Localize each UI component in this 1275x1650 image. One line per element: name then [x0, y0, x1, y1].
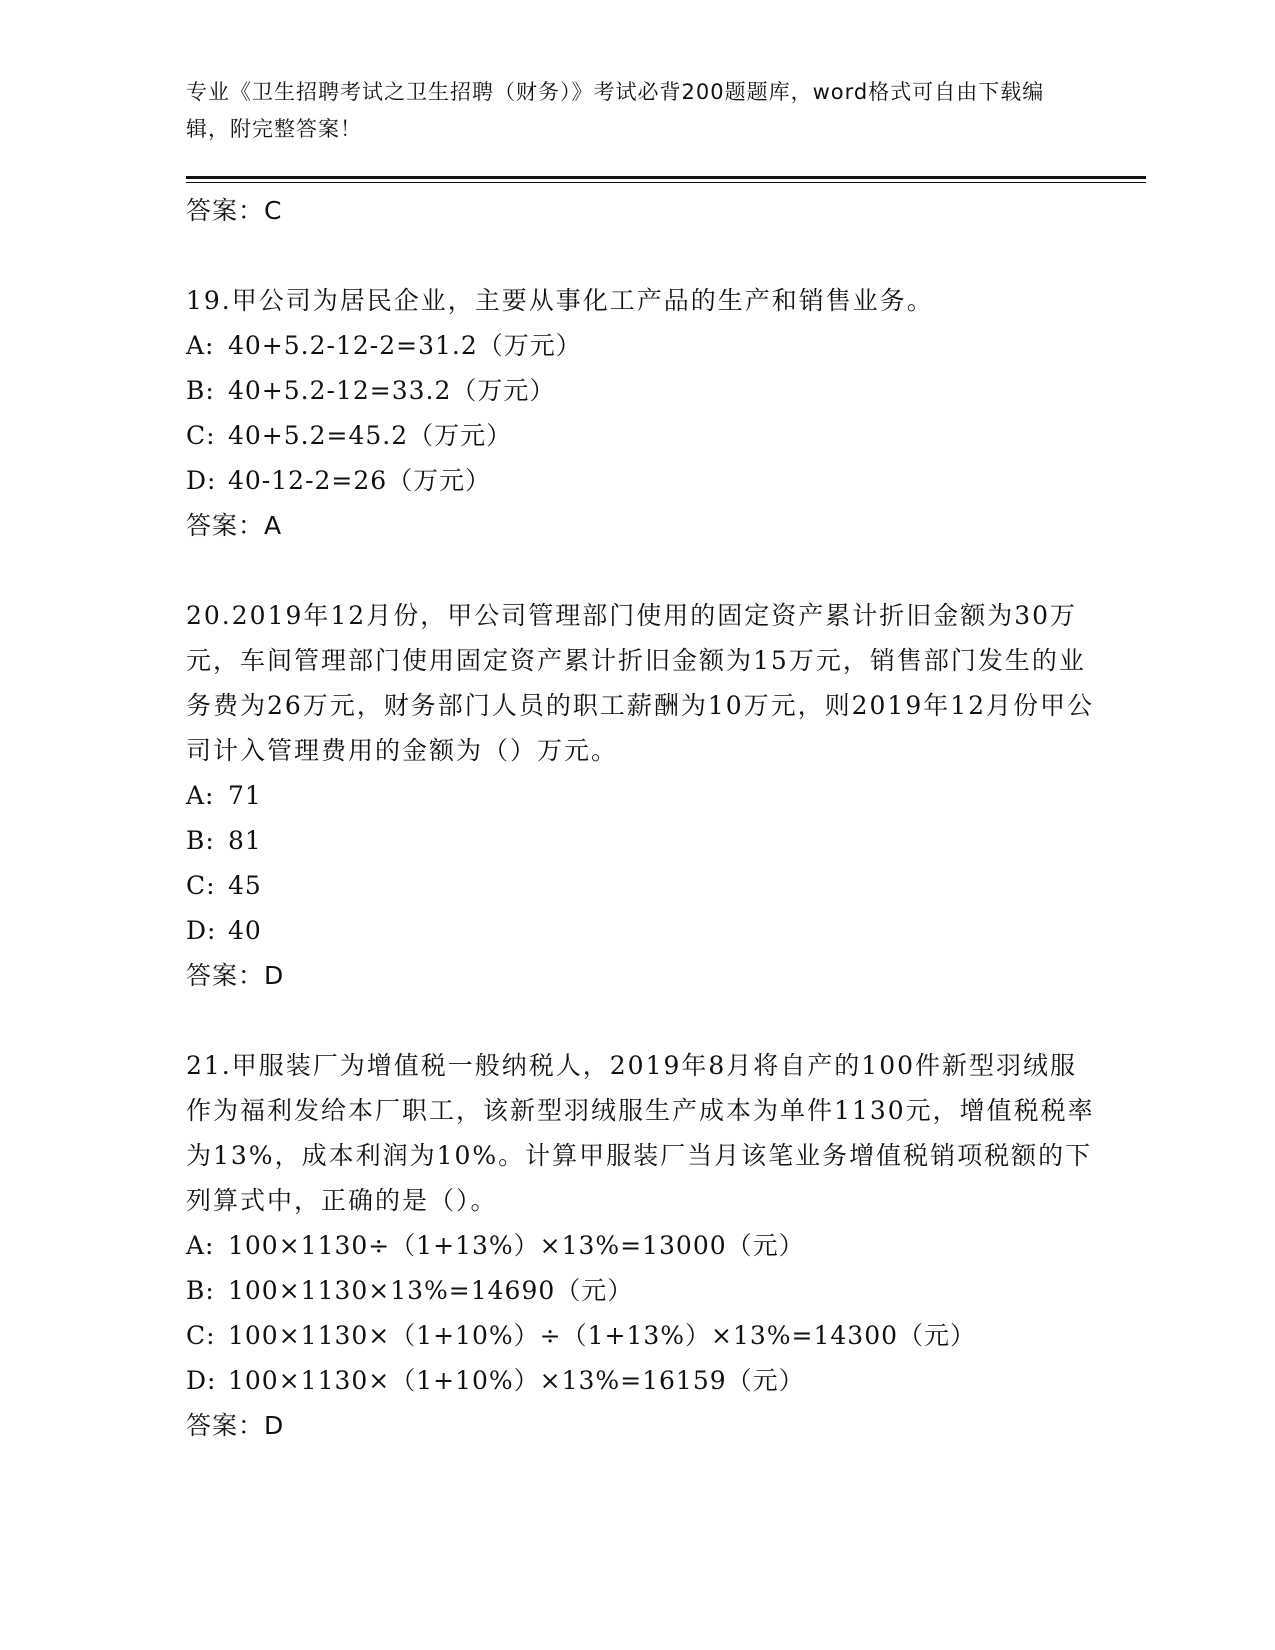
option-text: 100×1130×（1+10%）÷（1+13%）×13%=14300（元）: [228, 1321, 977, 1350]
option-letter: A:: [186, 781, 215, 810]
question-answer: 答案：D: [186, 1411, 285, 1440]
option-text: 40-12-2=26（万元）: [228, 466, 492, 495]
option-d: [186, 458, 1096, 503]
option-letter: C:: [186, 1321, 216, 1350]
option-b: [186, 818, 1096, 863]
header-divider-thick: [186, 176, 1146, 179]
option-text: 40: [228, 916, 262, 945]
option-text: 71: [228, 781, 262, 810]
question-stem: 20.2019年12月份，甲公司管理部门使用的固定资产累计折旧金额为30万元，车间管理部门使用固定资产累计折旧金额为15万元，销售部门发生的业务费为26万元，财务部门人员的职工薪酬为10万元，则2019年12月份甲公司计入管理费用的金额为（）万元。: [186, 601, 1095, 765]
option-letter: D:: [186, 1366, 217, 1395]
question-stem: 19.甲公司为居民企业，主要从事化工产品的生产和销售业务。: [186, 286, 934, 315]
question-stem: 21.甲服装厂为增值税一般纳税人，2019年8月将自产的100件新型羽绒服作为福利发给本厂职工，该新型羽绒服生产成本为单件1130元，增值税税率为13%，成本利润为10%。计算甲服装厂当月该笔业务增值税销项税额的下列算式中，正确的是（）。: [186, 1051, 1095, 1215]
option-letter: D:: [186, 916, 217, 945]
option-letter: B:: [186, 826, 215, 855]
option-letter: C:: [186, 871, 216, 900]
option-letter: C:: [186, 421, 216, 450]
option-text: 40+5.2-12-2=31.2（万元）: [228, 331, 582, 360]
option-text: 100×1130÷（1+13%）×13%=13000（元）: [228, 1231, 805, 1260]
option-b: [186, 368, 1096, 413]
option-letter: B:: [186, 1276, 215, 1305]
option-d: [186, 1358, 1096, 1403]
option-c: [186, 413, 1096, 458]
option-d: [186, 908, 1096, 953]
option-c: [186, 1313, 1096, 1358]
question-21: [186, 1043, 1096, 1449]
option-letter: B:: [186, 376, 215, 405]
option-text: 45: [228, 871, 262, 900]
question-answer: 答案：A: [186, 511, 283, 540]
header-divider-thin: [186, 182, 1146, 183]
question-20: [186, 593, 1096, 999]
option-c: [186, 863, 1096, 908]
option-a: [186, 323, 1096, 368]
document-content: [186, 188, 1096, 1449]
option-text: 100×1130×13%=14690（元）: [228, 1276, 634, 1305]
option-text: 40+5.2-12=33.2（万元）: [228, 376, 556, 405]
previous-question-answer: 答案：C: [186, 196, 283, 225]
option-letter: A:: [186, 331, 215, 360]
option-text: 100×1130×（1+10%）×13%=16159（元）: [228, 1366, 805, 1395]
option-letter: D:: [186, 466, 217, 495]
option-letter: A:: [186, 1231, 215, 1260]
option-a: [186, 1223, 1096, 1268]
option-text: 81: [228, 826, 262, 855]
question-answer: 答案：D: [186, 961, 285, 990]
option-b: [186, 1268, 1096, 1313]
page-header: 专业《卫生招聘考试之卫生招聘（财务）》考试必背200题题库，word格式可自由下载编辑，附完整答案！: [186, 80, 1045, 141]
option-a: [186, 773, 1096, 818]
question-19: [186, 278, 1096, 549]
option-text: 40+5.2=45.2（万元）: [228, 421, 513, 450]
